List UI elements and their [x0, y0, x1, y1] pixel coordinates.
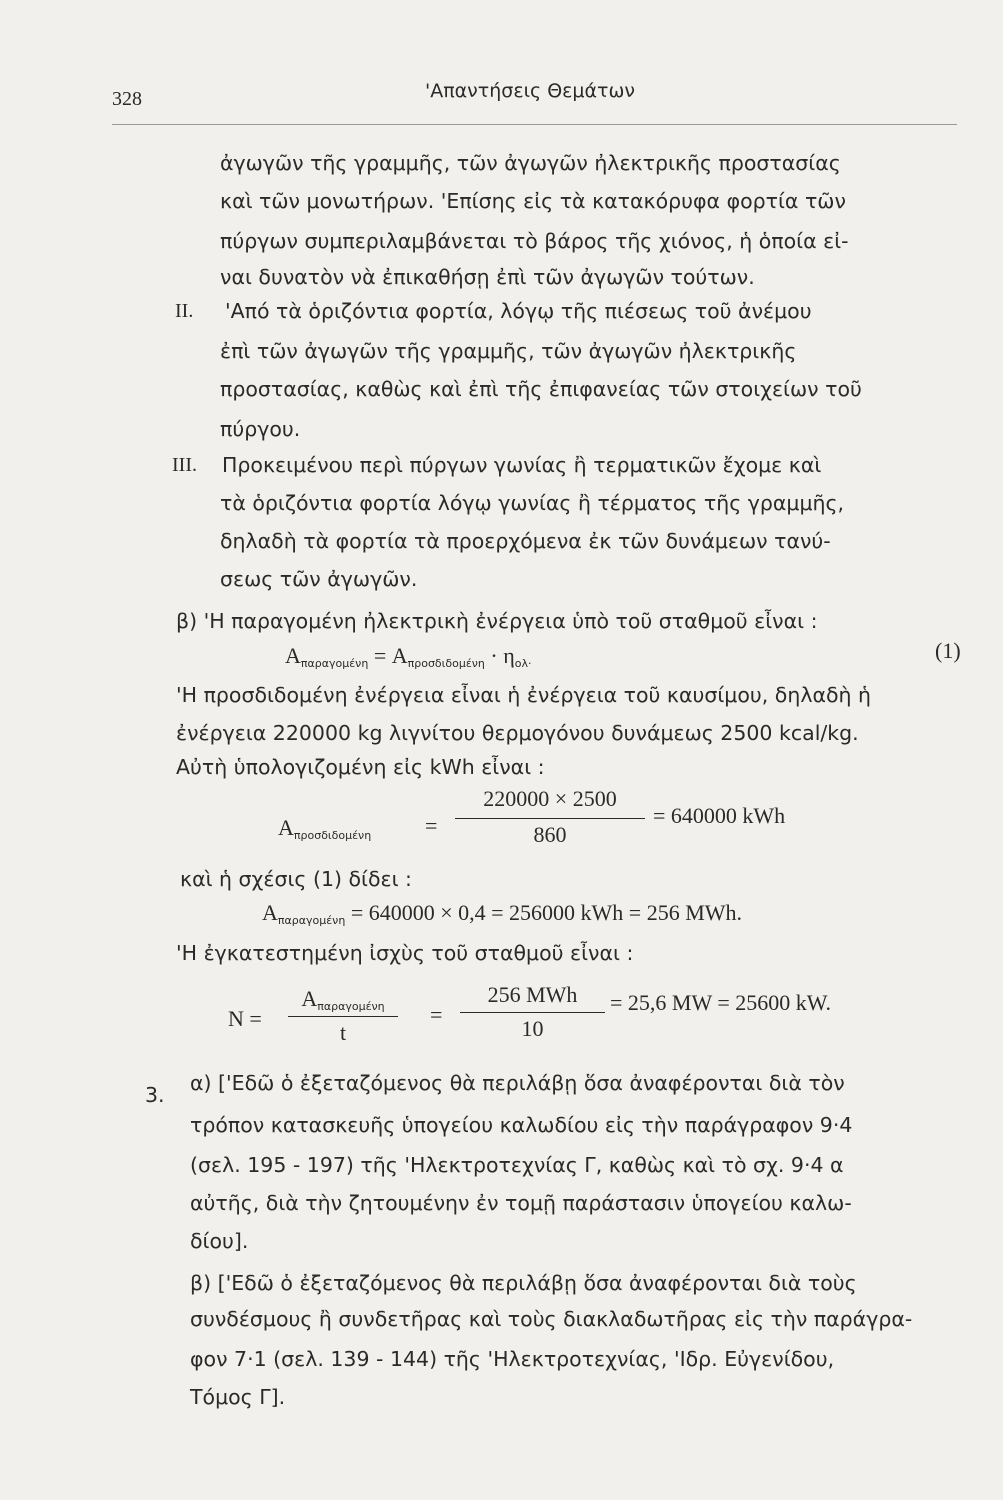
fraction-bar — [455, 818, 645, 819]
fraction-numerator: 256 MWh — [487, 982, 578, 1007]
fraction-denominator: 860 — [533, 822, 567, 847]
text-line: Προκειμένου περὶ πύργων γωνίας ἢ τερματικῶν ἔχομε καὶ — [222, 453, 822, 477]
text-line: τὰ ὁριζόντια φορτία λόγῳ γωνίας ἢ τέρματος τῆς γραμμῆς, — [220, 491, 845, 515]
equation-1: $A_{\pi\alpha\rho\alpha\gamma o\mu έ\nu\eta} = A_{\pi\rho o\sigma\delta\iota\delta o\mu έ\nu\eta} \cdot \eta_{o\lambda\cdot}$ — [285, 643, 532, 670]
equation-number: (1) — [935, 638, 961, 663]
running-title: 'Απαντήσεις Θεμάτων — [425, 80, 636, 102]
fraction-bar — [288, 1016, 398, 1017]
text-line: ναι δυνατὸν νὰ ἐπικαθήσῃ ἐπὶ τῶν ἀγωγῶν τούτων. — [220, 265, 755, 289]
question-number: 3. — [145, 1083, 165, 1107]
fraction-bar — [460, 1012, 605, 1013]
fraction-numerator: 220000 × 2500 — [483, 786, 617, 811]
equation-2-result: = 640000 kWh — [653, 803, 786, 828]
text-line: Τόμος Γ]. — [190, 1385, 286, 1409]
text-line: καὶ τῶν μονωτήρων. 'Επίσης εἰς τὰ κατακόρυφα φορτία τῶν — [220, 189, 846, 213]
text-line: συνδέσμους ἢ συνδετῆρας καὶ τοὺς διακλαδωτῆρας εἰς τὴν παράγρα- — [190, 1307, 913, 1331]
text-line: α) ['Εδῶ ὁ ἐξεταζόμενος θὰ περιλάβῃ ὅσα ἀναφέρονται διὰ τὸν — [190, 1071, 845, 1095]
equation-2-lhs: $A_{\pi\rho o\sigma\delta\iota\delta o\mu έ\nu\eta}$ — [278, 815, 372, 842]
text-line: 'Η προσδιδομένη ἐνέργεια εἶναι ἡ ἐνέργεια τοῦ καυσίμου, δηλαδὴ ἡ — [176, 683, 872, 707]
item-marker-III: III. — [172, 454, 197, 476]
equation-2-equals: = — [425, 813, 438, 838]
text-line: β) ['Εδῶ ὁ ἐξεταζόμενος θὰ περιλάβῃ ὅσα ἀναφέρονται διὰ τοὺς — [190, 1271, 857, 1295]
text-line: φον 7·1 (σελ. 139 - 144) τῆς 'Ηλεκτροτεχνίας, 'Ιδρ. Εὐγενίδου, — [190, 1347, 835, 1371]
equation-2-fraction — [455, 786, 645, 852]
equation-4-fraction-2 — [460, 982, 605, 1044]
fraction-numerator: $A_{\pi\alpha\rho\alpha\gamma o\mu έ\nu\eta}$ — [301, 986, 385, 1013]
equation-3: $A_{\pi\alpha\rho\alpha\gamma o\mu έ\nu\eta} = 640000 \times 0,4 = 256000$ kWh = 256 MWh. — [262, 900, 743, 927]
text-line: 'Από τὰ ὁριζόντια φορτία, λόγῳ τῆς πιέσεως τοῦ ἀνέμου — [225, 299, 812, 323]
text-line: προστασίας, καθὼς καὶ ἐπὶ τῆς ἐπιφανείας τῶν στοιχείων τοῦ — [220, 377, 862, 401]
text-line: 'Η ἐγκατεστημένη ἰσχὺς τοῦ σταθμοῦ εἶναι : — [176, 941, 634, 965]
text-line: Αὐτὴ ὑπολογιζομένη εἰς kWh εἶναι : — [176, 755, 545, 779]
equation-4-fraction-1 — [288, 986, 398, 1046]
text-line: σεως τῶν ἀγωγῶν. — [220, 567, 418, 591]
fraction-denominator: t — [339, 1020, 347, 1045]
text-line: δίου]. — [190, 1229, 249, 1253]
text-line: αὐτῆς, διὰ τὴν ζητουμένην ἐν τομῇ παράστασιν ὑπογείου καλω- — [190, 1191, 852, 1215]
text-line: ἐνέργεια 220000 kg λιγνίτου θερμογόνου δυνάμεως 2500 kcal/kg. — [176, 721, 859, 745]
equation-4-lhs: N = — [228, 1006, 262, 1031]
equation-4-equals: = — [430, 1002, 443, 1027]
part-b-intro: β) 'Η παραγομένη ἠλεκτρικὴ ἐνέργεια ὑπὸ τοῦ σταθμοῦ εἶναι : — [176, 609, 818, 633]
equation-4-result: = 25,6 MW = 25600 kW. — [610, 990, 831, 1015]
header-rule — [112, 124, 957, 125]
fraction-denominator: 10 — [521, 1016, 544, 1041]
text-line: δηλαδὴ τὰ φορτία τὰ προερχόμενα ἐκ τῶν δυνάμεων τανύ- — [220, 529, 831, 553]
text-line: ἀγωγῶν τῆς γραμμῆς, τῶν ἀγωγῶν ἠλεκτρικῆς προστασίας — [220, 151, 841, 175]
page-number: 328 — [112, 88, 142, 110]
text-line: τρόπον κατασκευῆς ὑπογείου καλωδίου εἰς τὴν παράγραφον 9·4 — [190, 1113, 853, 1137]
text-line: (σελ. 195 - 197) τῆς 'Ηλεκτροτεχνίας Γ, καθὼς καὶ τὸ σχ. 9·4 α — [190, 1153, 844, 1177]
text-line: ἐπὶ τῶν ἀγωγῶν τῆς γραμμῆς, τῶν ἀγωγῶν ἠλεκτρικῆς — [220, 339, 797, 363]
text-line: καὶ ἡ σχέσις (1) δίδει : — [180, 867, 412, 891]
item-marker-II: II. — [175, 300, 194, 322]
text-line: πύργου. — [220, 417, 301, 441]
text-line: πύργων συμπεριλαμβάνεται τὸ βάρος τῆς χιόνος, ἡ ὁποία εἰ- — [220, 229, 849, 253]
